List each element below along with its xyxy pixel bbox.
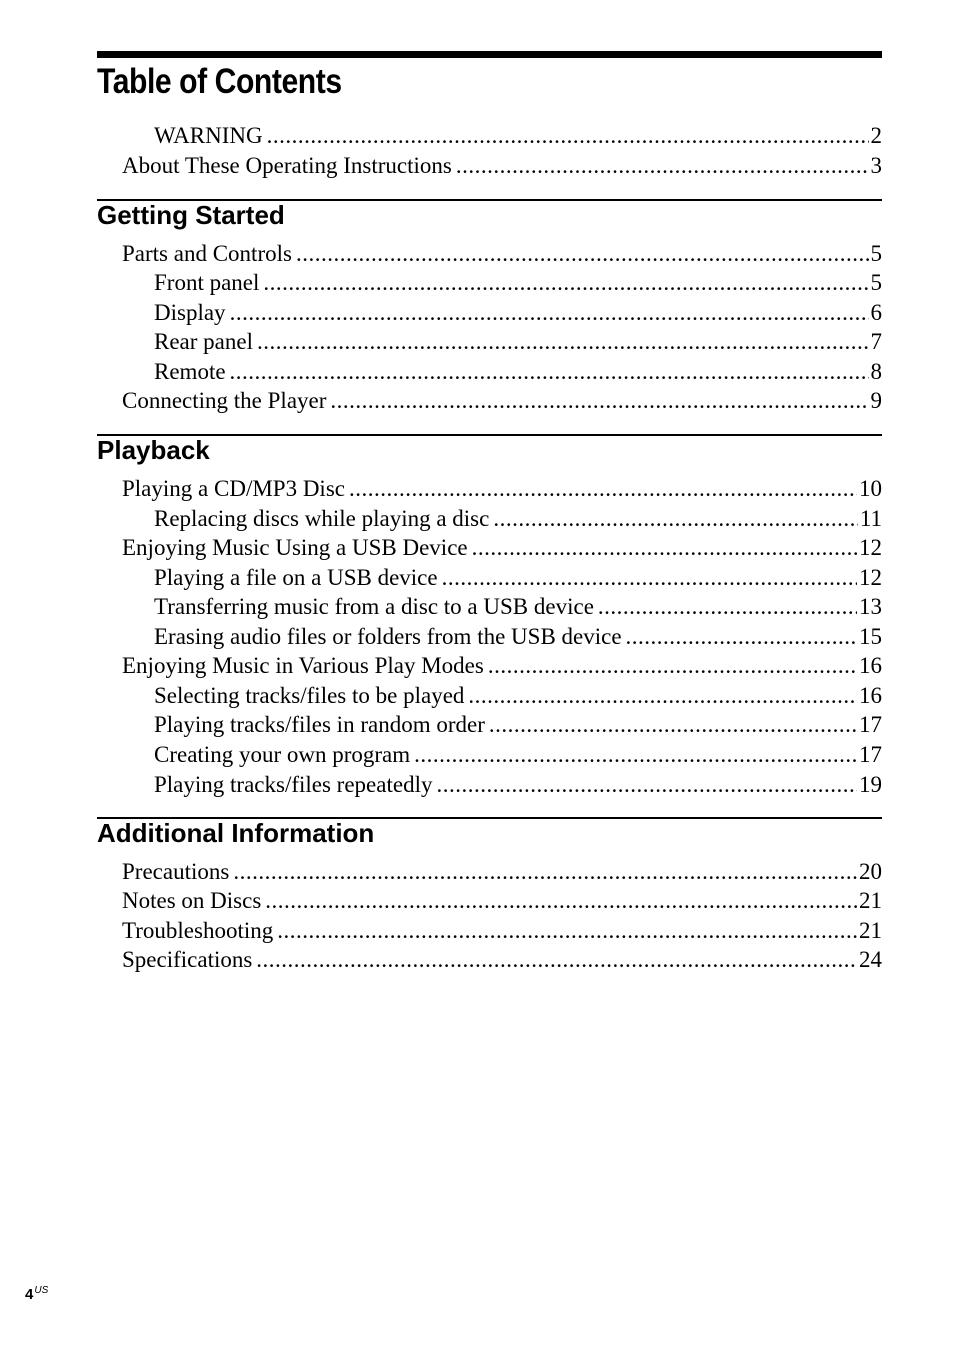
toc-entry-page: 6	[870, 300, 882, 325]
section-rule-playback	[97, 434, 882, 436]
dot-leader	[267, 122, 869, 150]
toc-entry-front-panel[interactable]	[154, 269, 882, 297]
toc-entry-label: Enjoying Music in Various Play Modes	[122, 653, 484, 678]
toc-entry-page: 21	[859, 918, 882, 943]
toc-entry-transferring-music[interactable]	[154, 593, 882, 621]
page-number-suffix: US	[34, 1285, 49, 1296]
toc-entry-page: 5	[870, 270, 882, 295]
dot-leader	[349, 475, 857, 503]
toc-entry-own-program[interactable]	[154, 741, 882, 769]
toc-entry-page: 19	[859, 772, 882, 797]
toc-entry-specifications[interactable]	[122, 946, 882, 974]
toc-entry-page: 16	[859, 683, 882, 708]
toc-entry-page: 17	[859, 712, 882, 737]
toc-entry-replacing-discs[interactable]	[154, 505, 882, 533]
toc-entry-page: 7	[870, 329, 882, 354]
toc-entry-label: Replacing discs while playing a disc	[154, 506, 490, 531]
dot-leader	[488, 652, 857, 680]
page-title: Table of Contents	[97, 62, 342, 101]
dot-leader	[456, 152, 869, 180]
toc-entry-connecting-the-player[interactable]	[122, 387, 882, 415]
toc-entry-page: 15	[859, 624, 882, 649]
toc-entry-random-order[interactable]	[154, 711, 882, 739]
dot-leader	[442, 564, 857, 592]
section-heading-playback: Playback	[97, 435, 210, 465]
toc-entry-troubleshooting[interactable]	[122, 917, 882, 945]
page-number-value: 4	[25, 1286, 34, 1303]
toc-entry-page: 3	[870, 153, 882, 178]
toc-entry-label: WARNING	[154, 123, 263, 148]
toc-entry-page: 24	[859, 947, 882, 972]
toc-entry-erasing-audio-files[interactable]	[154, 623, 882, 651]
title-rule	[97, 51, 882, 58]
toc-entry-label: Playing tracks/files repeatedly	[154, 772, 433, 797]
dot-leader	[277, 917, 857, 945]
toc-entry-label: Specifications	[122, 947, 253, 972]
dot-leader	[330, 387, 868, 415]
toc-entry-label: Precautions	[122, 859, 230, 884]
toc-entry-enjoying-music-usb[interactable]	[122, 534, 882, 562]
toc-entry-precautions[interactable]	[122, 858, 882, 886]
toc-entry-page: 20	[859, 859, 882, 884]
toc-entry-label: Display	[154, 300, 226, 325]
toc-entry-page: 21	[859, 888, 882, 913]
toc-entry-label: Playing a file on a USB device	[154, 565, 438, 590]
dot-leader	[265, 887, 857, 915]
toc-entry-label: Front panel	[154, 270, 260, 295]
section-heading-getting-started: Getting Started	[97, 200, 285, 230]
toc-entry-label: Rear panel	[154, 329, 253, 354]
toc-entry-label: Playing a CD/MP3 Disc	[122, 476, 345, 501]
toc-entry-page: 13	[859, 594, 882, 619]
toc-entry-about-instructions[interactable]	[122, 152, 882, 180]
toc-entry-repeatedly[interactable]	[154, 771, 882, 799]
toc-entry-selecting-tracks[interactable]	[154, 682, 882, 710]
toc-entry-label: Playing tracks/files in random order	[154, 712, 485, 737]
toc-entry-page: 12	[859, 535, 882, 560]
toc-entry-page: 11	[859, 506, 882, 531]
toc-entry-playing-file-usb[interactable]	[154, 564, 882, 592]
toc-entry-label: Connecting the Player	[122, 388, 327, 413]
toc-entry-label: Selecting tracks/files to be played	[154, 683, 465, 708]
toc-entry-warning[interactable]	[154, 122, 882, 150]
dot-leader	[472, 534, 857, 562]
toc-entry-page: 17	[859, 742, 882, 767]
toc-entry-label: Transferring music from a disc to a USB device	[154, 594, 594, 619]
dot-leader	[230, 299, 869, 327]
section-heading-additional-information: Additional Information	[97, 818, 375, 848]
toc-entry-page: 10	[859, 476, 882, 501]
toc-entry-remote[interactable]	[154, 358, 882, 386]
toc-entry-label: About These Operating Instructions	[122, 153, 452, 178]
toc-entry-label: Erasing audio files or folders from the USB device	[154, 624, 622, 649]
toc-entry-display[interactable]	[154, 299, 882, 327]
dot-leader	[414, 741, 857, 769]
toc-entry-label: Parts and Controls	[122, 241, 292, 266]
toc-entry-playing-cd-mp3[interactable]	[122, 475, 882, 503]
dot-leader	[233, 858, 857, 886]
toc-entry-page: 12	[859, 565, 882, 590]
dot-leader	[263, 269, 868, 297]
dot-leader	[626, 623, 857, 651]
dot-leader	[436, 771, 857, 799]
dot-leader	[489, 711, 857, 739]
toc-entry-page: 5	[870, 241, 882, 266]
toc-entry-rear-panel[interactable]	[154, 328, 882, 356]
toc-entry-label: Creating your own program	[154, 742, 411, 767]
toc-entry-label: Enjoying Music Using a USB Device	[122, 535, 468, 560]
dot-leader	[468, 682, 857, 710]
toc-entry-parts-and-controls[interactable]	[122, 240, 882, 268]
dot-leader	[296, 240, 869, 268]
toc-entry-page: 2	[870, 123, 882, 148]
toc-entry-label: Notes on Discs	[122, 888, 262, 913]
dot-leader	[493, 505, 858, 533]
toc-entry-various-play-modes[interactable]	[122, 652, 882, 680]
dot-leader	[257, 328, 869, 356]
dot-leader	[230, 358, 869, 386]
dot-leader	[256, 946, 857, 974]
toc-entry-page: 8	[870, 359, 882, 384]
toc-entry-page: 9	[870, 388, 882, 413]
page-number	[25, 1282, 48, 1304]
toc-entry-notes-on-discs[interactable]	[122, 887, 882, 915]
toc-entry-label: Troubleshooting	[122, 918, 274, 943]
toc-entry-label: Remote	[154, 359, 226, 384]
toc-entry-page: 16	[859, 653, 882, 678]
dot-leader	[598, 593, 857, 621]
